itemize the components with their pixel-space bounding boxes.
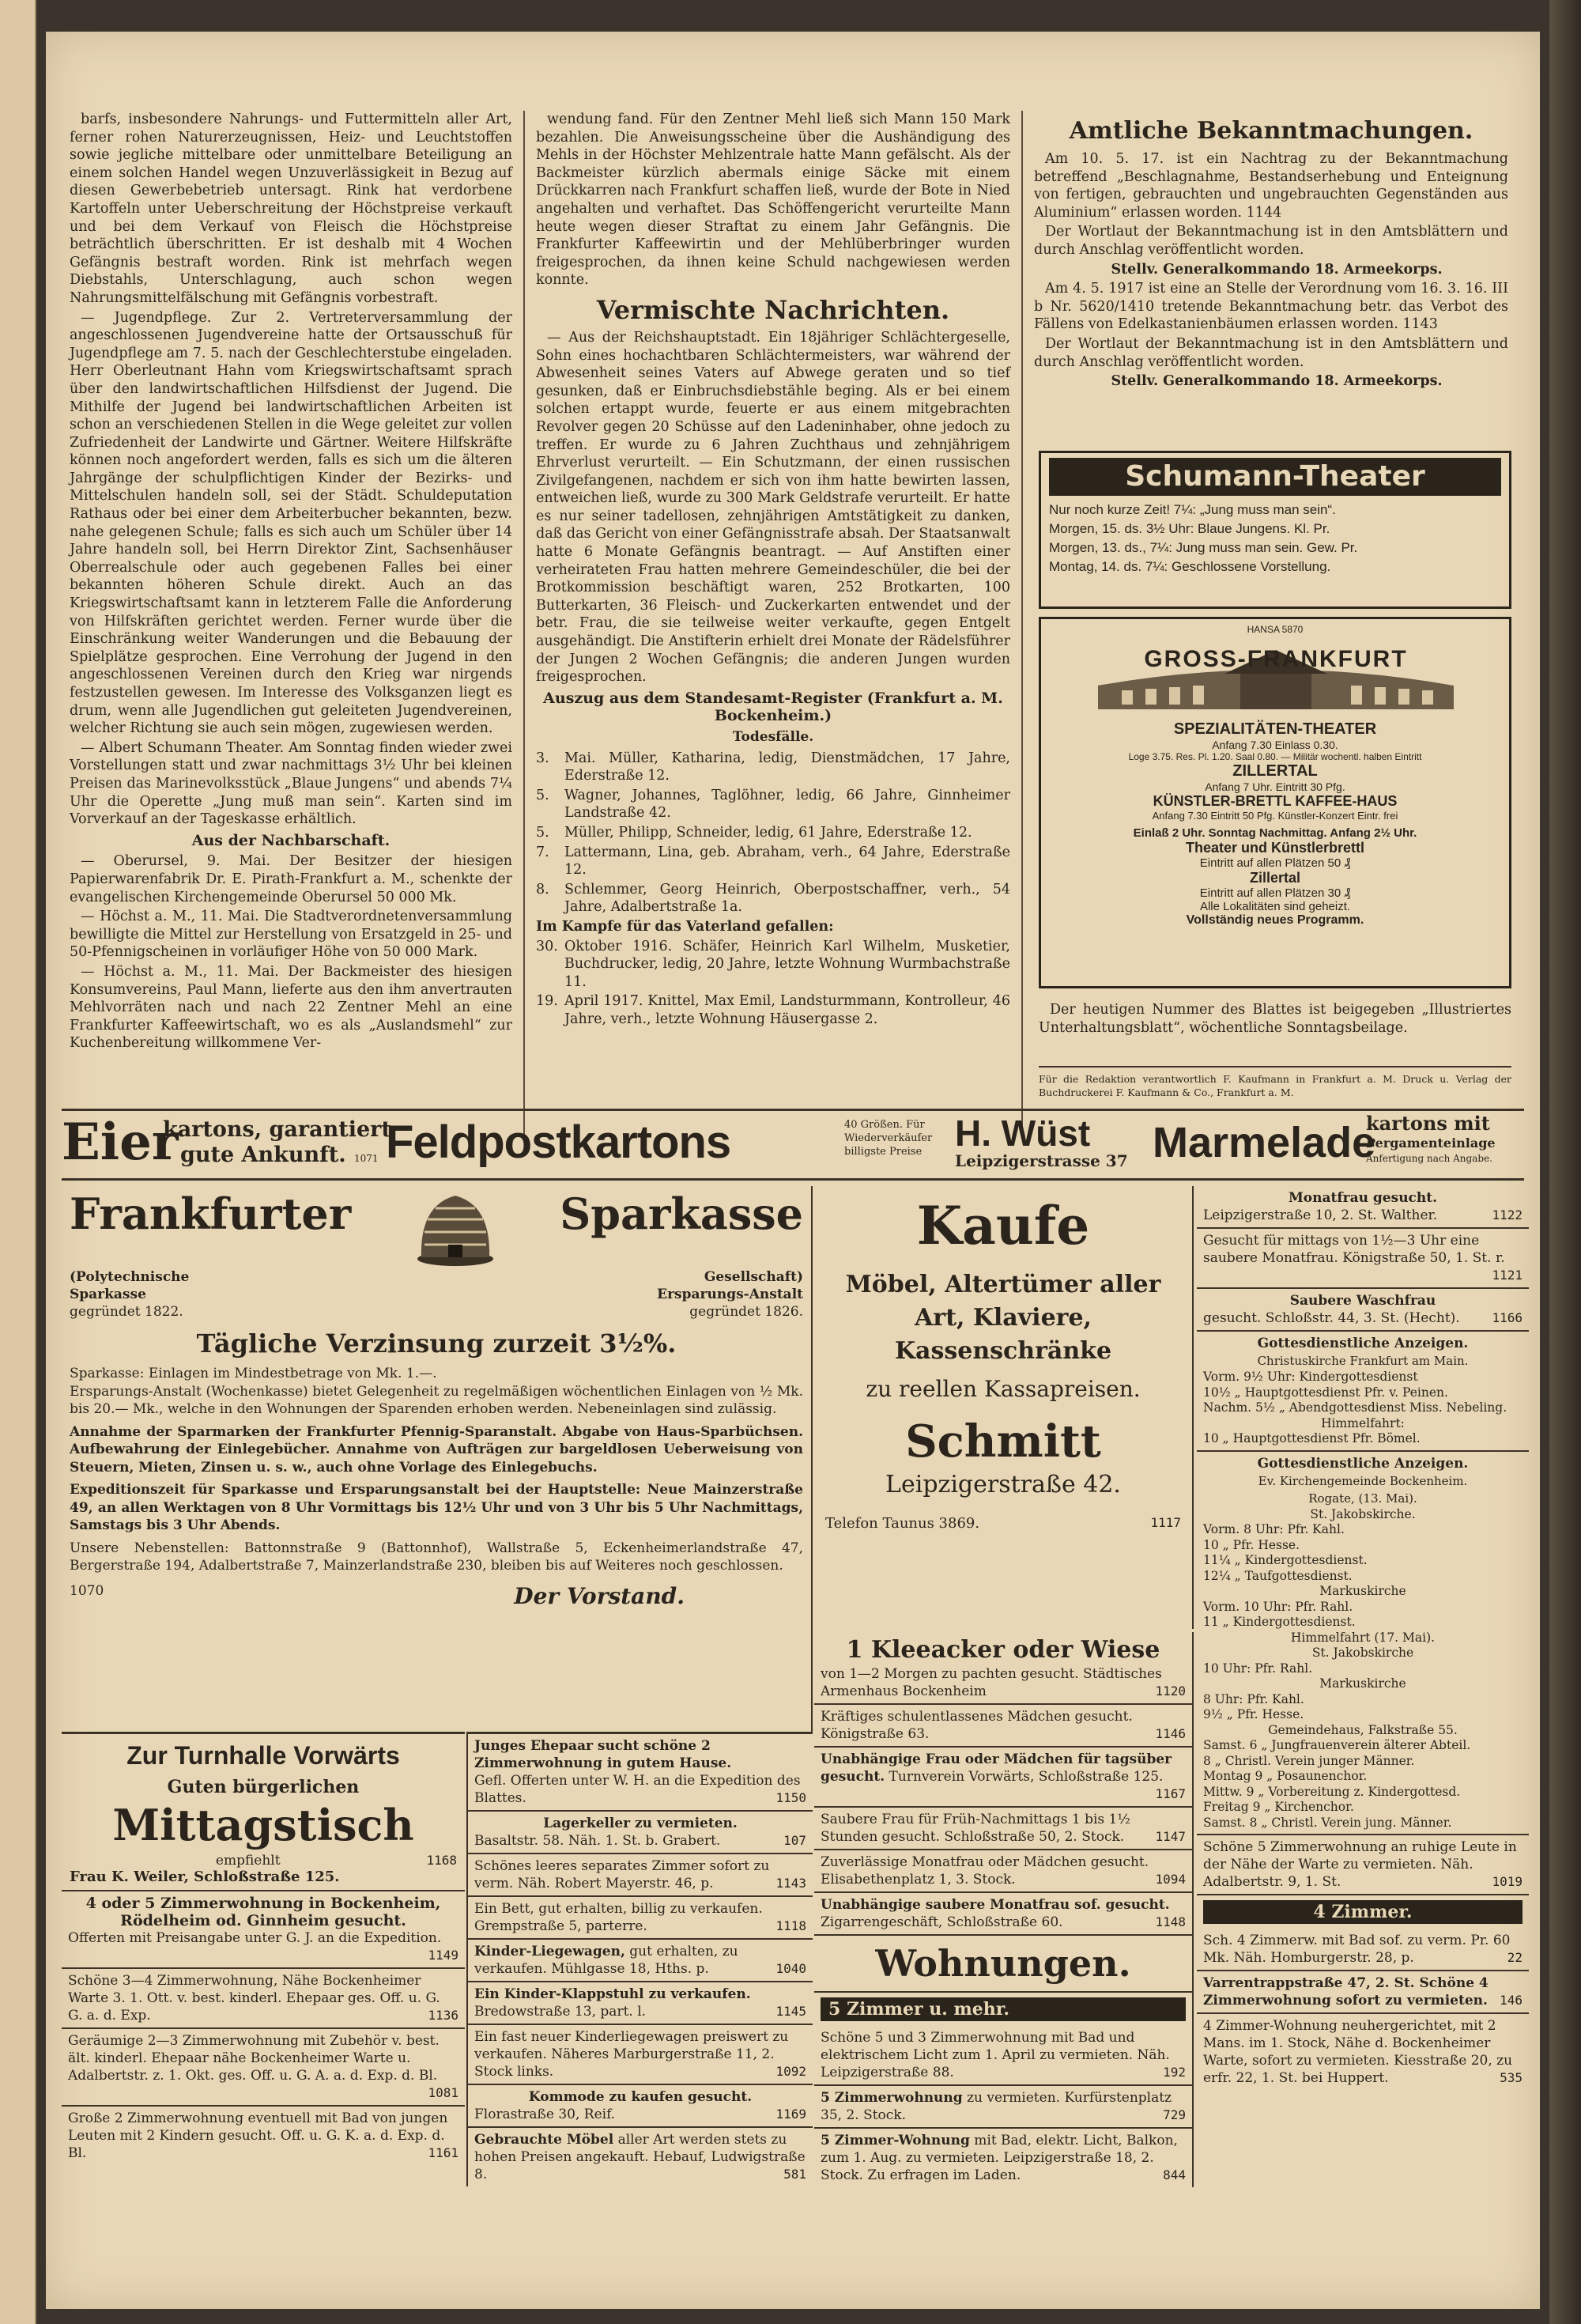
- gross-line: Eintritt auf allen Plätzen 50 ₰: [1199, 856, 1351, 870]
- classified-ad: Zuverlässige Monatfrau oder Mädchen gesucht. Elisabethenplatz 1, 3. Stock. 1094: [814, 1850, 1192, 1893]
- category-4-zimmer: 4 Zimmer.: [1203, 1900, 1523, 1924]
- column-3-announcements: [1034, 111, 1508, 392]
- kaufe-phone: Telefon Taunus 3869.: [825, 1515, 980, 1532]
- classified-ad: Saubere Frau für Früh-Nachmittags 1 bis 1½ Stunden gesucht. Schloßstraße 50, 2. Stock. 1147: [814, 1808, 1192, 1850]
- classified-ad: Unabhängige saubere Monatfrau sof. gesucht. Zigarrengeschäft, Schloßstraße 60. 1148: [814, 1893, 1192, 1936]
- beilage-text: Der heutigen Nummer des Blattes ist beigegeben „Illustriertes Unterhaltungsblatt“, wöchentliche Sonntagsbeilage.: [1039, 1002, 1511, 1036]
- register-entry: 7. Lattermann, Lina, geb. Abraham, verh., 64 Jahre, Ederstraße 12.: [536, 844, 1010, 879]
- classified-ad: Geräumige 2—3 Zimmerwohnung mit Zubehör v. best. ält. kinderl. Ehepaar nähe Bockenheimer Warte u. Adalbertstr. z. 1. Okt. ges. Off. u. G. A. a. d. Exp. d. Bl. 1081: [62, 2029, 465, 2107]
- kaufe-name: Schmitt: [905, 1415, 1101, 1468]
- register-entry: 30. Oktober 1916. Schäfer, Heinrich Karl Wilhelm, Musketier, Buchdrucker, ledig, 20 Jahre, letzte Wohnung Wurmbachstraße 11.: [536, 938, 1010, 990]
- sparkasse-subtitle: (Polytechnische: [70, 1269, 190, 1285]
- eier-num: 1071: [354, 1153, 379, 1164]
- schumann-line: Morgen, 13. ds., 7¼: Jung muss man sein. Gew. Pr.: [1049, 540, 1358, 555]
- column-divider: [1021, 111, 1023, 1139]
- news-paragraph: — Jugendpflege. Zur 2. Vertreterversammlung der angeschlossenen Jugendvereine hatte der Ortsausschuß für Jugendpflege am 7. 5. nach der Geschlechterstube eingeladen. Herr Oberleutnant Hahn vom Kriegswirtschaftsamt sprach über den landwirtschaftlichen Hilfsdienst der Jugend. Die Mithilfe der Jugend bei landwirtschaftlichen Arbeiten ist schon an verschiedenen Stellen in die Wege geleitet zur vollen Zufriedenheit der Landwirte und Gärtner. Weitere Hilfskräfte können noch angefordert werden, falls es sich um die älteren Jahrgänge der schulpflichtigen Kinder der Bezirks- und Mittelschulen handeln soll, sei der Städt. Schuldeputation Rathaus oder bei einer dem Arbeiterbucher bekannten, bezw. nahe gelegenen Schule; falls es sich auch um Schüler über 14 Jahre handeln soll, bei Herrn Direktor Zint, Sachsenhäuser Oberrealschule oder auch gegebenen Falles bei einer bekannten höheren Schule direkt. Auch an das Kriegswirtschaftsamt kann in letzterem Falle die Anforderung von Hilfskräften gerichtet werden. Ferner wurde über die Einschränkung weiter Wanderungen und die Bebauung der Spielplätze gesprochen. Eine Verrohung der Jugend in den angeschlossenen Vereinen durch den Krieg war nirgends festzustellen gewesen. Im Interesse des Volksganzen liegt es drum, wenn alle Jugendlichen gut geleiteten Jugendvereinen, welcher Richtung sie auch sein mögen, zugewiesen werden.: [70, 309, 512, 737]
- classified-ad: Kinder-Liegewagen, gut erhalten, zu verkaufen. Mühlgasse 18, Hths. p. 1040: [468, 1940, 813, 1982]
- classified-ad: Schöne 5 Zimmerwohnung an ruhige Leute in der Nähe der Warte zu vermieten. Näh. Adalbertstr. 9, 1. St. 1019: [1197, 1835, 1529, 1895]
- classified-ad: Große 2 Zimmerwohnung eventuell mit Bad von jungen Leuten mit 2 Kindern gesucht. Off. u. G. K. a. d. Exp. d. Bl. 1161: [68, 2110, 458, 2161]
- column-1-news: [70, 111, 512, 1054]
- gross-line: Loge 3.75. Res. Pl. 1.20. Saal 0.80. — Militär wochentl. halben Eintritt: [1128, 751, 1422, 762]
- classified-ad: Gesucht für mittags von 1½—3 Uhr eine saubere Monatfrau. Königstraße 50, 1. St. r. 1121: [1197, 1229, 1529, 1289]
- column-2-news: [536, 111, 1010, 1030]
- classified-ad: Kommode zu kaufen gesucht. Florastraße 30, Reif. 1169: [468, 2085, 813, 2128]
- schumann-line: Montag, 14. ds. 7¼: Geschlossene Vorstellung.: [1049, 559, 1331, 574]
- classified-ad: Junges Ehepaar sucht schöne 2 Zimmerwohnung in gutem Hause. Gefl. Offerten unter W. H. an die Expedition des Blattes. 1150: [468, 1734, 813, 1812]
- register-entry: 5. Müller, Philipp, Schneider, ledig, 61 Jahre, Ederstraße 12.: [536, 824, 972, 841]
- ad-number: 1117: [1150, 1515, 1181, 1530]
- sparkasse-interest: Tägliche Verzinsung zurzeit 3½%.: [196, 1328, 677, 1359]
- announcement-text: Am 10. 5. 17. ist ein Nachtrag zu der Bekanntmachung betreffend „Beschlagnahme, Bestandserhebung und Enteignung von fertigen, gebrauchten und ungebrauchten Gegenständen aus Aluminium“ erlassen worden. 1144: [1034, 151, 1508, 221]
- announcement-text: Der Wortlaut der Bekanntmachung ist in den Amtsblättern und durch Anschlag veröffentlicht worden.: [1034, 335, 1508, 370]
- feldpost-sub: 40 Größen. Für Wiederverkäufer billigste Preise: [844, 1119, 933, 1158]
- fallen-register-list: [536, 938, 1010, 1029]
- banner-rule-top: [62, 1109, 1524, 1111]
- church-announcements-christuskirche: Gottesdienstliche Anzeigen. Christuskirche Frankfurt am Main. Vorm. 9½ Uhr: Kindergottesdienst 10½ „ Hauptgottesdienst Pfr. v. Peinen. Nachm. 5½ „ Abendgottesdienst Miss. Nebeling. Himmelfahrt: 10 „ Hauptgottesdienst Pfr. Bömel.: [1197, 1332, 1529, 1452]
- classified-ad: Sch. 4 Zimmerw. mit Bad sof. zu verm. Pr. 60 Mk. Näh. Homburgerstr. 28, p. 22: [1197, 1929, 1529, 1971]
- register-entry: 8. Schlemmer, Georg Heinrich, Oberpostschaffner, verh., 54 Jahre, Adalbertstraße 1a.: [536, 881, 1010, 916]
- gross-frankfurt-title: GROSS-FRANKFURT: [1144, 646, 1408, 672]
- beilage-note: [1039, 1001, 1511, 1038]
- classified-ad: Schönes leeres separates Zimmer sofort zu verm. Näh. Robert Mayerstr. 46, p. 1143: [468, 1854, 813, 1897]
- schumann-title: Schumann-Theater: [1049, 458, 1501, 496]
- sparkasse-title-right: Sparkasse: [560, 1188, 803, 1239]
- wuest-name: H. Wüst: [955, 1113, 1091, 1154]
- classified-ad: Schöne 3—4 Zimmerwohnung, Nähe Bockenheimer Warte 3. 1. Ott. v. best. kinderl. Ehepaar ges. Off. u. G. G. a. d. Exp. 1136: [62, 1969, 465, 2029]
- classified-ad: Varrentrappstraße 47, 2. St. Schöne 4 Zimmerwohnung sofort zu vermieten. 146: [1197, 1971, 1529, 2014]
- gross-frankfurt-logo: [1051, 638, 1500, 717]
- gross-line: Anfang 7.30 Einlass 0.30.: [1212, 739, 1338, 751]
- sparkasse-text: Ersparungs-Anstalt (Wochenkasse) bietet Gelegenheit zu regelmäßigen wöchentlichen Einlagen von ½ Mk. bis 20.— Mk., welche in den Wohnungen der Sparenden erhoben werden. Nebeneinlagen sind zulässig.: [70, 1383, 803, 1417]
- gross-line: Vollständig neues Programm.: [1186, 913, 1364, 927]
- gross-line: Alle Lokalitäten sind geheizt.: [1199, 900, 1351, 913]
- classified-ad: 5 Zimmerwohnung zu vermieten. Kurfürstenplatz 35, 2. Stock. 729: [814, 2086, 1192, 2129]
- kaufe-items: Möbel, Altertümer aller Art, Klaviere, Kassenschränke: [845, 1271, 1161, 1365]
- marmelade-sub: kartons mit: [1366, 1112, 1490, 1135]
- schumann-theater-ad: [1039, 451, 1511, 609]
- page-binding-left: [0, 0, 36, 2324]
- news-paragraph: — Höchst a. M., 11. Mai. Der Backmeister des hiesigen Konsumvereins, Paul Mann, lieferte aus den ihm anvertrauten Mehlvorräten nach und nach 22 Zentner Mehl an eine Frankfurter Kaffeewirtschaft, wo es als „Auslandsmehl“ zur Kuchenbereitung willkommene Ver-: [70, 963, 512, 1052]
- gross-sub: SPEZIALITÄTEN-THEATER: [1173, 720, 1377, 738]
- sparkasse-signature: Der Vorstand.: [514, 1582, 685, 1609]
- gross-line: Theater und Künstlerbrettl: [1185, 840, 1365, 856]
- gross-kb: KÜNSTLER-BRETTL KAFFEE-HAUS: [1153, 793, 1398, 809]
- classified-ad: Unabhängige Frau oder Mädchen für tagsüber gesucht. Turnverein Vorwärts, Schloßstraße 125. 1167: [814, 1748, 1192, 1808]
- sparkasse-text: Sparkasse: Einlagen im Mindestbetrage von Mk. 1.—.: [70, 1366, 437, 1381]
- announcement-text: Der Wortlaut der Bekanntmachung ist in den Amtsblättern und durch Anschlag veröffentlicht worden.: [1034, 224, 1508, 258]
- sparkasse-founded: gegründet 1822.: [70, 1304, 183, 1320]
- gross-line: Anfang 7.30 Eintritt 50 Pfg. Künstler-Konzert Eintr. frei: [1152, 810, 1398, 822]
- marmelade-title: Marmelade: [1153, 1119, 1376, 1166]
- turnhalle-title: Zur Turnhalle Vorwärts: [126, 1741, 400, 1770]
- classified-ad: 4 oder 5 Zimmerwohnung in Bockenheim, Rödelheim od. Ginnheim gesucht. Offerten mit Preisangabe unter G. J. an die Expedition. 1149: [62, 1891, 465, 1969]
- kaufe-title: Kaufe: [916, 1195, 1090, 1256]
- register-heading: Auszug aus dem Standesamt-Register (Frankfurt a. M. Bockenheim.): [543, 689, 1003, 725]
- newspaper-page: [46, 32, 1540, 2309]
- gross-line: Anfang 7 Uhr. Eintritt 30 Pfg.: [1205, 780, 1345, 793]
- wohnungen-heading: Wohnungen.: [814, 1936, 1192, 1993]
- schumann-line: Morgen, 15. ds. 3½ Uhr: Blaue Jungens. Kl. Pr.: [1049, 521, 1330, 536]
- classified-ad: 5 Zimmer-Wohnung mit Bad, elektr. Licht, Balkon, zum 1. Aug. zu vermieten. Leipzigerstraße 18, 2. Stock. Zu erfragen im Laden. 844: [821, 2133, 1186, 2183]
- sparkasse-text: Expeditionszeit für Sparkasse und Ersparungsanstalt bei der Hauptstelle: Neue Mainzerstraße 49, an allen Werktagen von 8 Uhr Vormittags bis 12½ Uhr und von 3 Uhr bis 5 Uhr Nachmittags, Samstags bis 3 Uhr Abends.: [70, 1482, 803, 1533]
- turnhalle-mittagstisch: Mittagstisch: [112, 1800, 414, 1850]
- gross-line: Eintritt auf allen Plätzen 30 ₰: [1199, 886, 1351, 900]
- wuest-address: Leipzigerstrasse 37: [955, 1151, 1128, 1170]
- announcement-text: Am 4. 5. 1917 ist eine an Stelle der Verordnung vom 16. 3. 16. III b Nr. 5620/1410 tretende Bekanntmachung betr. das Verbot des Fällens von Edelkastanienbäumen erlassen worden. 1143: [1034, 281, 1508, 333]
- right-column-ads: [1197, 1186, 1529, 2090]
- gross-zillertal: ZILLERTAL: [1232, 762, 1318, 780]
- classified-ad: Lagerkeller zu vermieten. Basaltstr. 58. Näh. 1. St. b. Grabert. 107: [468, 1812, 813, 1854]
- column-divider: [523, 111, 525, 1139]
- schumann-line: Nur noch kurze Zeit! 7¼: „Jung muss man sein“.: [1049, 502, 1336, 517]
- turnhalle-ad: [62, 1734, 465, 1891]
- marmelade-sub: Pergamenteinlage: [1366, 1136, 1496, 1151]
- classified-ad: Monatfrau gesucht. Leipzigerstraße 10, 2. St. Walther. 1122: [1197, 1186, 1529, 1229]
- news-paragraph: — Höchst a. M., 11. Mai. Die Stadtverordnetenversammlung bewilligte die Mittel zur Herstellung von Ersatzgeld in 25- und 50-Pfennigscheinen in vorläufiger Höhe von 50 000 Mark.: [70, 909, 512, 961]
- sparkasse-label: Sparkasse: [70, 1287, 146, 1302]
- register-entry: 3. Mai. Müller, Katharina, ledig, Dienstmädchen, 17 Jahre, Ederstraße 12.: [536, 750, 1010, 784]
- eier-sub: gute Ankunft.: [180, 1143, 346, 1167]
- marmelade-sub: Anfertigung nach Angabe.: [1366, 1153, 1492, 1164]
- classified-ad: Kräftiges schulentlassenes Mädchen gesucht. Königstraße 63. 1146: [814, 1705, 1192, 1748]
- turnhalle-address: Frau K. Weiler, Schloßstraße 125.: [70, 1869, 340, 1885]
- impressum: Für die Redaktion verantwortlich F. Kaufmann in Frankfurt a. M. Druck u. Verlag der Buchdruckerei F. Kaufmann & Co., Frankfurt a. M.: [1039, 1073, 1511, 1098]
- feldpost-title: Feldpostkartons: [386, 1117, 731, 1168]
- news-paragraph: barfs, insbesondere Nahrungs- und Futtermitteln aller Art, ferner rohen Naturerzeugnissen, Heiz- und Leuchtstoffen sowie jegliche mittelbare oder unmittelbare Beteiligung an einem solchen Handel wegen Unzuverlässigkeit in Bezug auf diesen Gewerbebetrieb untersagt. Rink hat verdorbene Kartoffeln unter Ueberschreitung der Höchstpreise verkauft und bei dem Verkauf von Fleisch die Höchstpreise beträchtlich überschritten. Er ist deshalb mit 4 Wochen Gefängnis bestraft worden. Rink ist mehrfach wegen Diebstahls, Unterschlagung, auch schon wegen Nahrungsmittelfälschung mit Gefängnis vorbestraft.: [70, 111, 512, 306]
- category-5-zimmer: 5 Zimmer u. mehr.: [821, 1997, 1186, 2021]
- kaufe-address: Leipzigerstraße 42.: [885, 1471, 1121, 1498]
- kaufe-ad: [814, 1186, 1194, 1629]
- ersparungs-label: Ersparungs-Anstalt: [657, 1287, 803, 1302]
- sparkasse-title-left: Frankfurter: [70, 1188, 352, 1239]
- col3-ads: [814, 1632, 1194, 2187]
- classified-ad: Ein Kinder-Klappstuhl zu verkaufen. Bredowstraße 13, part. l. 1145: [468, 1982, 813, 2025]
- rule: [1039, 1066, 1511, 1068]
- news-paragraph: — Aus der Reichshauptstadt. Ein 18jähriger Schlächtergeselle, Sohn eines hochachtbaren Schlächtermeisters, war während der Abwesenheit seines Vaters auf Abwege geraten und so tief gesunken, daß er Einbruchsdiebstähle beging. Als er bei einem solchen ertappt wurde, feuerte er aus einem mitgebrachten Revolver gegen 20 Schüsse auf den Ladeninhaber, ohne jedoch zu treffen. Er wurde zu 6 Jahren Zuchthaus und zehnjährigem Ehrverlust verurteilt. — Ein Schutzmann, der einen russischen Zivilgefangenen, nachdem er sich von ihm hatte bewirten lassen, entweichen ließ, wurde zu 300 Mark Geldstrafe verurteilt. Er hatte es nur seiner tadellosen, zehnjährigen Amtstätigkeit zu danken, daß das Gericht von einer Gefängnisstrafe absah. Der Staatsanwalt hatte 6 Monate Gefängnis beantragt. — Auf Anstiften einer verheirateten Frau hatten mehrere Gemeindeschüler, die bei der Brotkommission beschäftigt waren, 252 Brotkarten, 100 Butterkarten, 36 Fleisch- und Zuckerkarten entwendet und der betr. Frau, die sie teilweise weiter verkaufte, gegen Entgelt ausgehändigt. Die Anstifterin erhielt drei Monate der Rädelsführer der Jungen 2 Wochen Gefängnis; die anderen Jungen wurden freigesprochen.: [536, 329, 1010, 686]
- classified-ad: Ein fast neuer Kinderliegewagen preiswert zu verkaufen. Näheres Marburgerstraße 11, 2. Stock links. 1092: [468, 2025, 813, 2085]
- church-announcements-bockenheim: Gottesdienstliche Anzeigen. Ev. Kirchengemeinde Bockenheim. Rogate, (13. Mai). St. Jakobskirche. Vorm. 8 Uhr: Pfr. Kahl. 10 „ Pfr. Hesse. 11¼ „ Kindergottesdienst. 12¼ „ Taufgottesdienst. Markuskirche Vorm. 10 Uhr: Pfr. Rahl. 11 „ Kindergottesdienst. Himmelfahrt (17. Mai). St. Jakobskirche 10 Uhr: Pfr. Rahl. Markuskirche 8 Uhr: Pfr. Kahl. 9½ „ Pfr. Hesse. Gemeindehaus, Falkstraße 55. Samst. 6 „ Jungfrauenverein älterer Abteil. 8 „ Christl. Verein junger Männer. Montag 9 „ Posaunenchor. Mittw. 9 „ Vorbereitung z. Kindergottesd. Freitag 9 „ Kirchenchor. Samst. 8 „ Christl. Verein jung. Männer.: [1197, 1452, 1529, 1836]
- death-register-list: [536, 750, 1010, 916]
- news-paragraph: — Oberursel, 9. Mai. Der Besitzer der hiesigen Papierwarenfabrik Dr. E. Pirath-Frankfurt a. M., schenkte der evangelischen Kirchengemeinde Oberursel 50 000 Mk.: [70, 853, 512, 905]
- classified-ad: Gebrauchte Möbel aller Art werden stets zu hohen Preisen angekauft. Hebauf, Ludwigstraße 8. 581: [474, 2132, 806, 2182]
- section-heading-nachbarschaft: Aus der Nachbarschaft.: [191, 831, 391, 849]
- gross-frankfurt-ad: [1039, 617, 1511, 988]
- gross-line: Einlaß 2 Uhr. Sonntag Nachmittag. Anfang 2½ Uhr.: [1133, 826, 1417, 840]
- banner-ad-row: [62, 1113, 1524, 1175]
- announcement-signature: Stellv. Generalkommando 18. Armeekorps.: [1111, 261, 1443, 278]
- fallen-heading: Im Kampfe für das Vaterland gefallen:: [536, 918, 834, 935]
- gross-line: Zillertal: [1249, 870, 1301, 886]
- sparkasse-text: Annahme der Sparmarken der Frankfurter Pfennig-Sparanstalt. Abgabe von Haus-Sparbüchsen. Aufbewahrung der Einlegebücher. Annahme von Aufträgen zur bargeldlosen Ueberweisung von Steuern, Mieten, Zinsen u. s. w., auch ohne Vorlage des Einlegebuchs.: [70, 1423, 803, 1476]
- amtliche-heading: Amtliche Bekanntmachungen.: [1069, 117, 1473, 145]
- section-heading-vermischte: Vermischte Nachrichten.: [596, 294, 950, 325]
- classified-ad: Saubere Waschfrau gesucht. Schloßstr. 44, 3. St. (Hecht). 1166: [1197, 1289, 1529, 1332]
- news-paragraph: — Albert Schumann Theater. Am Sonntag finden wieder zwei Vorstellungen statt und zwar nachmittags 3½ Uhr bei kleinen Preisen das Marinevolksstück „Blaue Jungens“ und abends 7¼ Uhr die Operette „Jung muß man sein“. Karten sind im Vorverkauf an der Tageskasse erhältlich.: [70, 739, 512, 828]
- announcement-signature: Stellv. Generalkommando 18. Armeekorps.: [1111, 373, 1443, 390]
- classified-ad: 4 Zimmer-Wohnung neuhergerichtet, mit 2 Mans. im 1. Stock, Nähe d. Bockenheimer Warte, sofort zu vermieten. Kiesstraße 20, zu erfr. 22, 1. St. bei Huppert. 535: [1203, 2018, 1523, 2086]
- register-entry: 19. April 1917. Knittel, Max Emil, Landsturmmann, Kontrolleur, 46 Jahre, verh., letzte Wohnung Häusergasse 2.: [536, 993, 1010, 1027]
- hansa-label: HANSA 5870: [1247, 624, 1304, 635]
- ersparungs-founded: gegründet 1826.: [689, 1304, 803, 1320]
- sparkasse-text: Unsere Nebenstellen: Battonnstraße 9 (Battonnhof), Wallstraße 5, Eckenheimerlandstraße 47, Bergerstraße 194, Adalbertstraße 7, Mainzerlandstraße 230, bleiben bis auf Weiteres noch geschlossen.: [70, 1540, 803, 1574]
- register-entry: 5. Wagner, Johannes, Taglöhner, ledig, 66 Jahre, Ginnheimer Landstraße 42.: [536, 787, 1010, 822]
- classified-ad: Schöne 5 und 3 Zimmerwohnung mit Bad und elektrischem Licht zum 1. April zu vermieten. Näh. Leipzigerstraße 88. 192: [814, 2026, 1192, 2086]
- beehive-icon: [412, 1189, 499, 1268]
- kaufe-prices: zu reellen Kassapreisen.: [866, 1376, 1141, 1402]
- ad-number: 1168: [426, 1853, 457, 1868]
- sparkasse-num: 1070: [70, 1582, 104, 1599]
- register-subheading: Todesfälle.: [732, 729, 814, 745]
- classified-ad: Ein Bett, gut erhalten, billig zu verkaufen. Grempstraße 5, parterre. 1118: [468, 1897, 813, 1940]
- turnhalle-sub: Guten bürgerlichen: [167, 1777, 360, 1797]
- left-lower-ads: [62, 1732, 465, 2165]
- middle-lower-ads: [466, 1732, 813, 2186]
- news-paragraph: wendung fand. Für den Zentner Mehl ließ sich Mann 150 Mark bezahlen. Die Anweisungsscheine über die Aushändigung des Mehls in der Höchster Mehlzentrale hatte Mann gefälscht. Als der Backmeister kürzlich abermals einige Säcke mit einem Drückkarren nach Frankfurt schaffen ließ, wurde der Bote in Nied angehalten und verhaftet. Das Schöffengericht verurteilte Mann heute wegen dieser Straftat zu einem Jahr Gefängnis. Die Frankfurter Kaffeewirtin und der Mehlüberbringer wurden freigesprochen, da ihnen keine Schuld nachgewiesen werden konnte.: [536, 111, 1010, 289]
- banner-rule-bottom: [62, 1178, 1524, 1181]
- ersparungs-subtitle: Gesellschaft): [704, 1269, 803, 1285]
- eier-title: Eier: [62, 1113, 179, 1172]
- page-binding-right: [1549, 0, 1581, 2324]
- classified-ad: 1 Kleeacker oder Wiese von 1—2 Morgen zu pachten gesucht. Städtisches Armenhaus Bockenheim 1120: [814, 1632, 1192, 1705]
- kaufe-footer: [825, 1515, 1181, 1532]
- eier-sub: kartons, garantiert: [163, 1117, 391, 1142]
- sparkasse-ad: [62, 1186, 813, 1732]
- turnhalle-emp: empfiehlt: [215, 1853, 281, 1869]
